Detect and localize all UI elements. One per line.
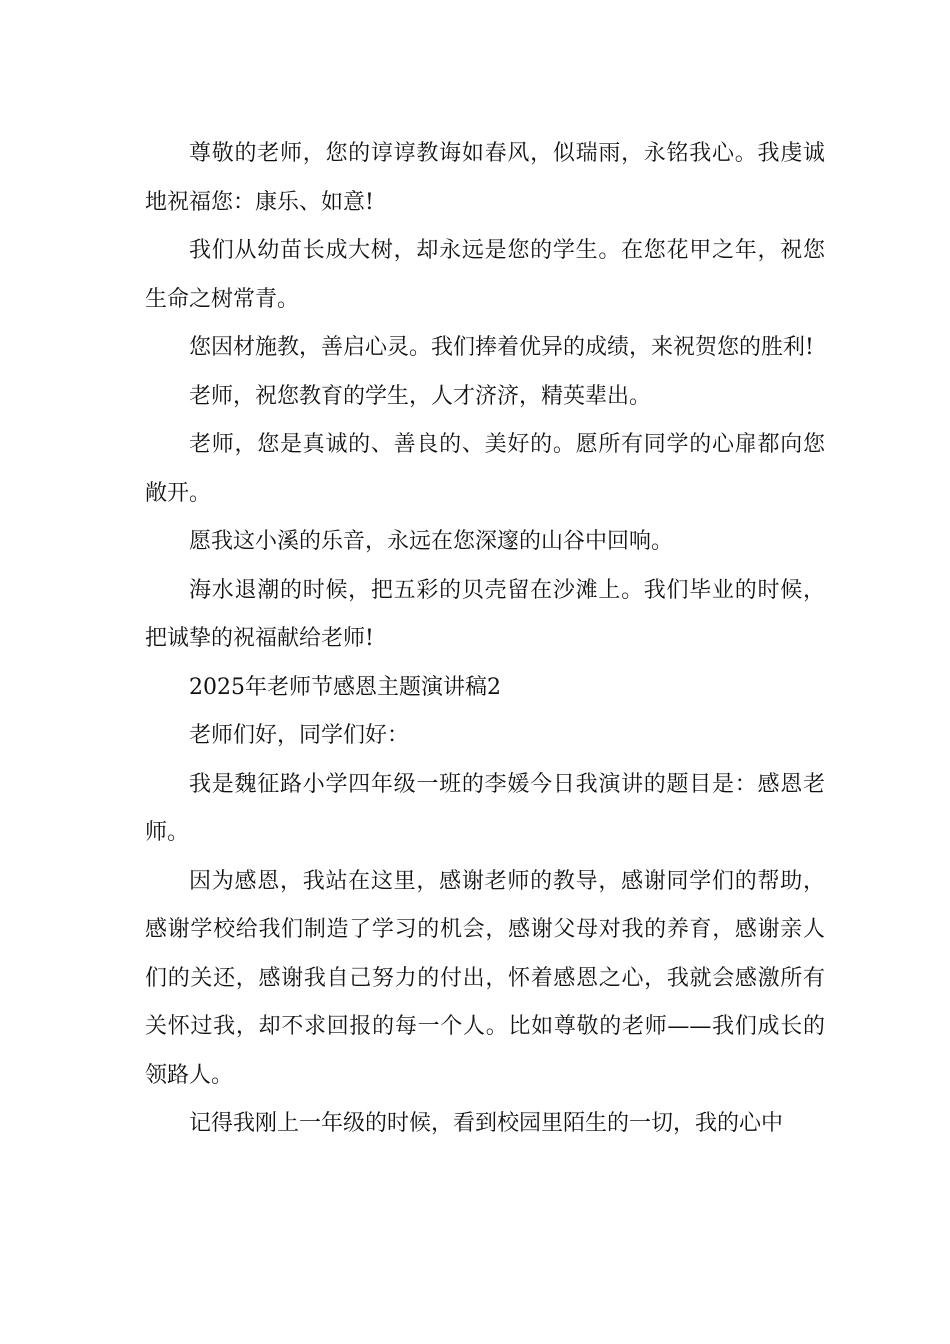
paragraph-11: 因为感恩，我站在这里，感谢老师的教导，感谢同学们的帮助，感谢学校给我们制造了学习的机会，感谢父母对我的养育，感谢亲人们的关还，感谢我自己努力的付出，怀着感恩之心，我就会感激所有关怀过我，却不求回报的每一个人。比如尊敬的老师——我们成长的领路人。 <box>145 868 825 1088</box>
paragraph-12: 记得我刚上一年级的时候，看到校园里陌生的一切，我的心中 <box>189 1111 784 1136</box>
paragraph-4: 老师，祝您教育的学生，人才济济，精英辈出。 <box>189 383 652 409</box>
paragraph-6: 愿我这小溪的乐音，永远在您深邃的山谷中回响。 <box>189 529 674 554</box>
greeting: 老师们好，同学们好： <box>189 723 410 748</box>
paragraph-5: 老师，您是真诚的、善良的、美好的。愿所有同学的心扉都向您敞开。 <box>145 432 825 506</box>
paragraph-2: 我们从幼苗长成大树，却永远是您的学生。在您花甲之年，祝您生命之树常青。 <box>145 238 825 312</box>
paragraph-3: 您因材施教，善启心灵。我们捧着优异的成绩，来祝贺您的胜利! <box>189 335 814 360</box>
paragraph-10: 我是魏征路小学四年级一班的李媛今日我演讲的题目是：感恩老师。 <box>145 771 825 845</box>
paragraph-1: 尊敬的老师，您的谆谆教诲如春风，似瑞雨，永铭我心。我虔诚地祝福您：康乐、如意! <box>145 141 825 215</box>
section-heading: 2025年老师节感恩主题演讲稿2 <box>189 674 501 700</box>
document-body <box>145 130 825 1149</box>
paragraph-7: 海水退潮的时候，把五彩的贝壳留在沙滩上。我们毕业的时候，把诚挚的祝福献给老师! <box>145 577 825 651</box>
